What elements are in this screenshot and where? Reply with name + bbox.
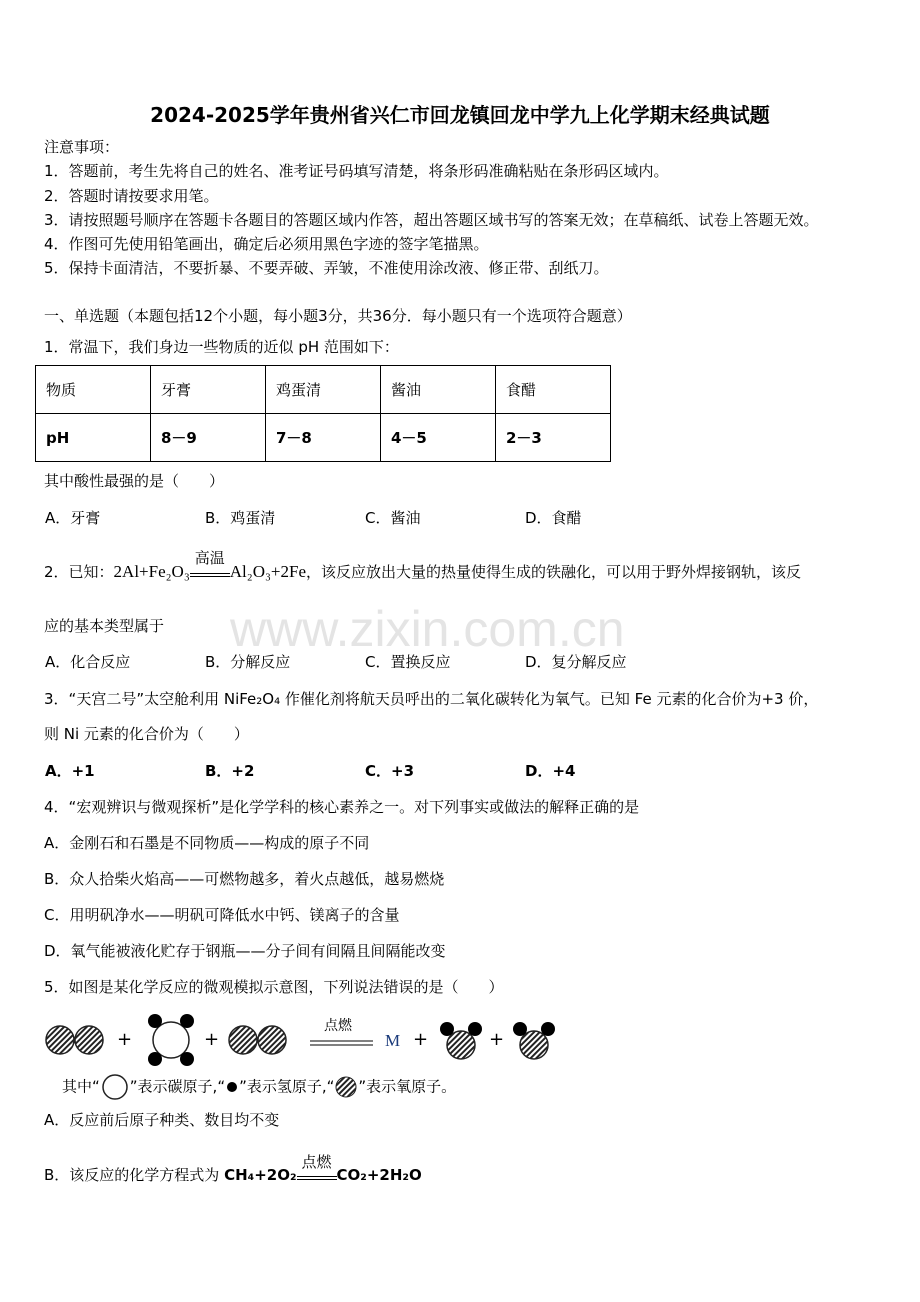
equation-arrow — [190, 550, 230, 577]
q4-option-c[interactable]: C．用明矾净水——明矾可降低水中钙、镁离子的含量 — [44, 906, 400, 924]
q4-option-d[interactable]: D．氧气能被液化贮存于钢瓶——分子间有间隔且间隔能改变 — [44, 942, 446, 960]
table-cell: 食醋 — [496, 366, 611, 414]
note-item: 2．答题时请按要求用笔。 — [44, 187, 219, 205]
table-cell: 酱油 — [381, 366, 496, 414]
q1-option-b[interactable]: B．鸡蛋清 — [205, 509, 276, 527]
q2-stem — [44, 550, 801, 582]
legend-text: ”表示氢原子,“ — [239, 1077, 335, 1096]
q2-option-a[interactable]: A．化合反应 — [45, 653, 131, 671]
reaction-diagram — [40, 1010, 580, 1070]
q1-option-d[interactable]: D．食醋 — [525, 509, 582, 527]
legend-text: ”表示氧原子。 — [358, 1077, 457, 1096]
q2-line2: 应的基本类型属于 — [44, 617, 165, 635]
q5-option-b[interactable] — [44, 1152, 422, 1185]
q1-ask: 其中酸性最强的是（ ） — [44, 472, 225, 490]
table-cell: 牙膏 — [151, 366, 266, 414]
equation-arrow — [297, 1152, 337, 1180]
note-item: 3．请按照题号顺序在答题卡各题目的答题区域内作答，超出答题区域书写的答案无效；在草稿纸、试卷上答题无效。 — [44, 211, 819, 229]
reaction-condition: 点燃 — [324, 1018, 352, 1034]
condition: 点燃 — [301, 1152, 332, 1171]
table-cell: 2－3 — [496, 414, 611, 462]
q4-option-a[interactable]: A．金刚石和石墨是不同物质——构成的原子不同 — [44, 834, 370, 852]
plus-sign: + — [204, 1029, 220, 1050]
q2-prefix: 2．已知： — [44, 563, 114, 581]
plus-sign: + — [117, 1029, 133, 1050]
table-cell: pH — [36, 414, 151, 462]
equation-lhs: CH₄+2O₂ — [224, 1166, 297, 1184]
q3-option-d[interactable]: D．+4 — [525, 762, 576, 780]
section-heading: 一、单选题（本题包括12个小题，每小题3分，共36分．每小题只有一个选项符合题意） — [44, 307, 632, 325]
q3-line1: 3．“天宫二号”太空舱利用 NiFe₂O₄ 作催化剂将航天员呼出的二氧化碳转化为氧气。已知 Fe 元素的化合价为+3 价， — [44, 690, 819, 708]
equation-rhs: Al₂O₃+2Fe — [229, 562, 306, 581]
legend-text: ”表示碳原子,“ — [129, 1077, 226, 1096]
q3-option-c[interactable]: C．+3 — [365, 762, 415, 780]
table-cell: 7－8 — [266, 414, 381, 462]
table-cell: 物质 — [36, 366, 151, 414]
condition: 高温 — [194, 550, 225, 567]
equation-lhs: 2Al+Fe₂O₃ — [113, 562, 190, 581]
q5-option-a[interactable]: A．反应前后原子种类、数目均不变 — [44, 1111, 280, 1129]
q4-stem: 4．“宏观辨识与微观探析”是化学学科的核心素养之一。对下列事实或做法的解释正确的是 — [44, 798, 640, 816]
legend-text: 其中“ — [62, 1077, 100, 1096]
q5-stem: 5．如图是某化学反应的微观模拟示意图，下列说法错误的是（ ） — [44, 978, 504, 996]
notes-heading: 注意事项： — [44, 138, 120, 156]
oxygen-atom-icon — [334, 1075, 358, 1099]
diagram-legend — [62, 1074, 456, 1100]
q3-option-b[interactable]: B．+2 — [205, 762, 255, 780]
q1-option-a[interactable]: A．牙膏 — [45, 509, 101, 527]
q1-option-c[interactable]: C．酱油 — [365, 509, 421, 527]
table-row — [36, 366, 611, 414]
q2-option-d[interactable]: D．复分解反应 — [525, 653, 627, 671]
q2-suffix: ，该反应放出大量的热量使得生成的铁融化，可以用于野外焊接钢轨，该反 — [305, 563, 801, 581]
plus-sign: + — [489, 1029, 505, 1050]
option-text: B．该反应的化学方程式为 — [44, 1166, 225, 1184]
table-cell: 鸡蛋清 — [266, 366, 381, 414]
page-title: 2024-2025学年贵州省兴仁市回龙镇回龙中学九上化学期末经典试题 — [150, 103, 770, 127]
ph-table — [35, 365, 611, 462]
note-item: 1．答题前，考生先将自己的姓名、准考证号码填写清楚，将条形码准确粘贴在条形码区域内。 — [44, 162, 669, 180]
note-item: 5．保持卡面清洁，不要折暴、不要弄破、弄皱，不准使用涂改液、修正带、刮纸刀。 — [44, 259, 609, 277]
note-item: 4．作图可先使用铅笔画出，确定后必须用黑色字迹的签字笔描黑。 — [44, 235, 489, 253]
product-m: M — [385, 1031, 401, 1050]
table-row — [36, 414, 611, 462]
carbon-atom-icon — [100, 1074, 130, 1100]
q2-option-b[interactable]: B．分解反应 — [205, 653, 291, 671]
q1-stem: 1．常温下，我们身边一些物质的近似 pH 范围如下： — [44, 338, 399, 356]
q3-option-a[interactable]: A．+1 — [45, 762, 95, 780]
table-cell: 8－9 — [151, 414, 266, 462]
q2-option-c[interactable]: C．置换反应 — [365, 653, 451, 671]
q3-line2: 则 Ni 元素的化合价为（ ） — [44, 725, 249, 743]
watermark: www.zixin.com.cn — [230, 601, 625, 657]
q4-option-b[interactable]: B．众人拾柴火焰高——可燃物越多，着火点越低，越易燃烧 — [44, 870, 445, 888]
table-cell: 4－5 — [381, 414, 496, 462]
equation-rhs: CO₂+2H₂O — [336, 1166, 422, 1184]
plus-sign: + — [413, 1029, 429, 1050]
hydrogen-atom-icon — [225, 1080, 239, 1094]
